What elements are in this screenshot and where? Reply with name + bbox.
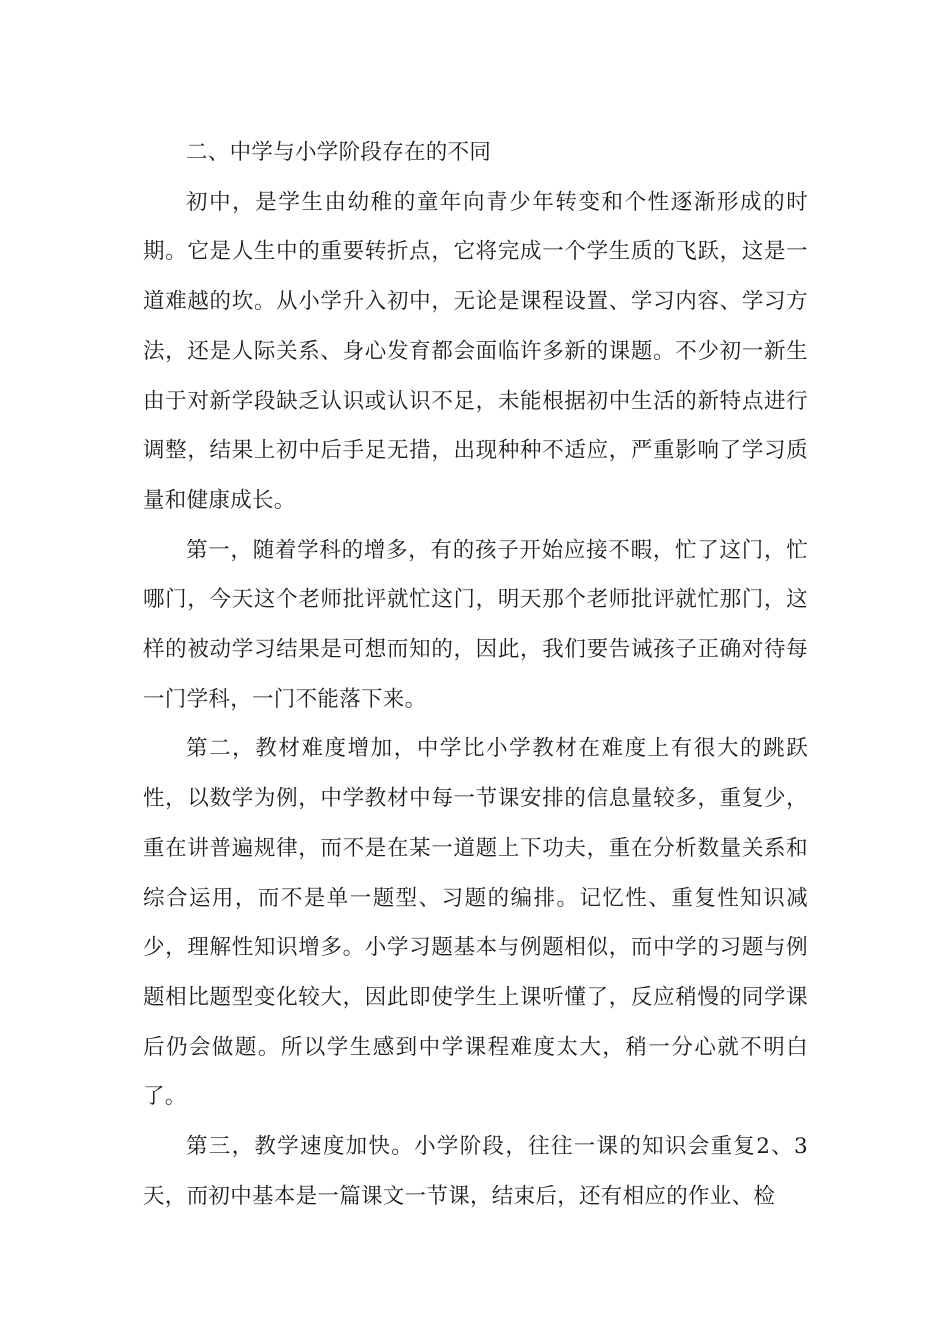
- paragraph-intro: 初中，是学生由幼稚的童年向青少年转变和个性逐渐形成的时期。它是人生中的重要转折点，它将完成一个学生质的飞跃，这是一道难越的坎。从小学升入初中，无论是课程设置、学习内容、学习方法，还是人际关系、身心发育都会面临许多新的课题。不少初一新生由于对新学段缺乏认识或认识不足，未能根据初中生活的新特点进行调整，结果上初中后手足无措，出现种种不适应，严重影响了学习质量和健康成长。: [143, 189, 808, 513]
- section-heading: 二、中学与小学阶段存在的不同: [186, 140, 492, 165]
- paragraph-third: 第三，教学速度加快。小学阶段，往往一课的知识会重复2、3天，而初中基本是一篇课文一节课，结束后，还有相应的作业、检: [143, 1134, 808, 1209]
- document-body: [143, 128, 808, 1221]
- paragraph-first: 第一，随着学科的增多，有的孩子开始应接不暇，忙了这门，忙哪门，今天这个老师批评就忙这门，明天那个老师批评就忙那门，这样的被动学习结果是可想而知的，因此，我们要告诫孩子正确对待每一门学科，一门不能落下来。: [143, 537, 808, 712]
- paragraph-second: 第二，教材难度增加，中学比小学教材在难度上有很大的跳跃性，以数学为例，中学教材中每一节课安排的信息量较多，重复少，重在讲普遍规律，而不是在某一道题上下功夫，重在分析数量关系和综合运用，而不是单一题型、习题的编排。记忆性、重复性知识减少，理解性知识增多。小学习题基本与例题相似，而中学的习题与例题相比题型变化较大，因此即使学生上课听懂了，反应稍慢的同学课后仍会做题。所以学生感到中学课程难度太大，稍一分心就不明白了。: [143, 736, 808, 1110]
